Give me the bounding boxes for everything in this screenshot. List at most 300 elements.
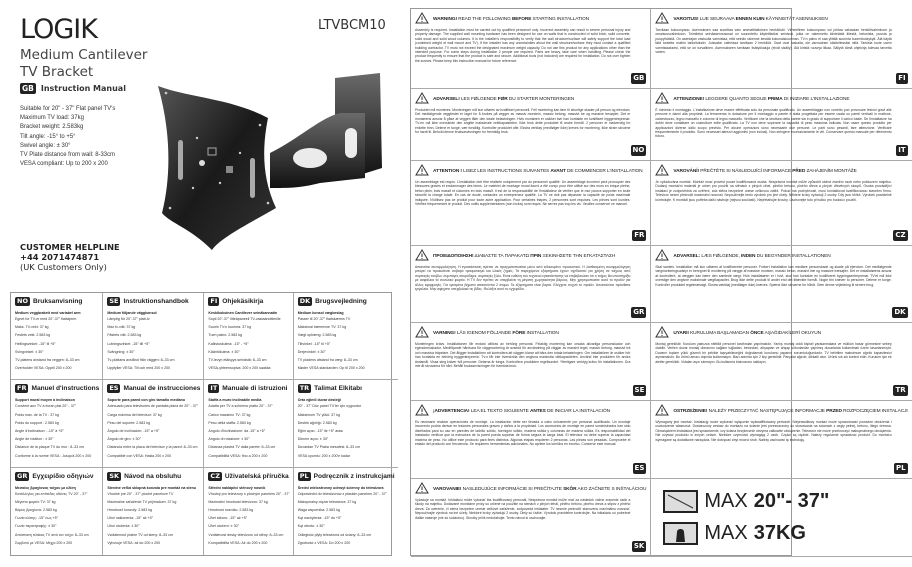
spec-line: Uppfyller VESA: Till och med 200 x 200 [107,366,171,371]
warning-title [433,169,643,174]
spec-line: Drejevinkel: ± 30° [297,349,326,354]
warning-title-part: INSTALLATION [525,330,559,336]
gb-heading [20,83,126,94]
spec-line: Tuen paino: 2.583 kg [208,333,243,338]
warning-triangle-icon [655,249,669,263]
warning-box-tr [651,323,911,401]
warning-title-part: ΠΡΙΝ [530,253,542,259]
language-badge: CZ [210,471,220,480]
spec-line: Svängning: ± 30° [107,349,135,354]
warning-title-part: PRZED [826,408,842,414]
warning-box-cz [651,161,911,246]
max-size-value: 20"- 37" [753,490,830,512]
warning-title-part: LEGGERE QUANTO SEGUE [704,96,768,102]
warning-title-part: DE COMMENCER L'INSTALLATION [565,168,643,174]
spec-line: Eğim açısı: -15° ile +5° arası [297,428,344,433]
warning-box-fi [651,9,911,89]
spec-line: TV-platens avstand fra veggen: 8–33 cm [15,358,80,363]
language-heading [298,384,395,393]
warning-title-part: VARNING! [433,330,456,336]
warning-title-part: LEA EL TEXTO SIGUIENTE [469,408,530,414]
warning-heading [655,326,907,340]
spec-line: Dönme açısı: ± 30° [297,437,329,442]
spec-line: Duvardan TV Plaka mesafesi: 8–33 cm [297,445,360,450]
language-box-no [11,293,103,380]
warning-title [673,17,827,22]
spec-line: Γωνία κλίσης: -15° έως +5° [15,516,59,521]
product-name: Support mural moyen à inclinaison [15,398,75,403]
language-heading [107,297,200,306]
warning-triangle-icon [415,326,429,340]
warning-triangle-icon [655,164,669,178]
warning-title [433,254,615,259]
language-heading [298,297,395,306]
spec-line: Lämplig för 20"-37" platt-tv [107,317,150,321]
language-title: Návod na obsluhu [124,472,182,480]
warning-title-part: LUE SEURAAVA [698,16,736,22]
spec-line: Sopii 20"-37" litteäpaneeli TV-vastaanottimille [208,317,281,321]
warning-title [433,331,559,336]
language-box-es [103,380,204,467]
spec-line: Egnet for TV-er med 20"-37" flatskjerm [15,317,77,321]
spec-line: Vhodné pre 20" - 37" ploché panelové TV [107,491,174,496]
product-name: Soporte para pared con giro tamaño mediano [107,398,186,403]
warning-heading [655,404,907,418]
spec-line: Kąt obrotu: ± 30° [297,524,325,529]
warning-text: Tarvitaan kokoonpano. Asennuksen saa suorittaa vain ammattitaitoinen henkilöstö. Virheellinen kokoonpano voi johtaa vakavaan henkilövahinkoon ja omaisuusvahinkoon. Toimitetut seinäasennusosat on suunniteltu käytettäviksi seinissä, jotka on rakennettu kiinteästä tiilestä, betonista, puusta ja puupylväistä. On asentajan vastuulla varmistaa, että seinän rakenne kestää kokonaiskuorman. TV:n paino ei saa ylittää suurinta kuormituskykyä. Älä käytä tätä tuotetta muihin tarkoituksiin. Joissakin vaiheissa tarvitaan 2 henkilöä. Osat ovat raskaita, ole varovainen käsitellessäsi niitä. Tarkista tuote usein varmistaaksesi, että se on turvallinen. Asennukseen tarvitaan lisätyökaluja (eivät sisälly). Älä kiristä ruuveja liikaa. Säilytä tämä ohjekirja tulevaa tarvetta varten. [655,28,892,55]
brand-logo: LOGIK [20,14,97,45]
language-badge: DK [894,308,906,316]
spec-line: Maksymalny ciężar telewizora: 37 kg [297,499,357,504]
warning-triangle-icon [415,92,429,106]
warning-heading [415,326,646,340]
spec-line: Poids max. de la TV : 37 kg [15,412,59,417]
spec-line: Kompatibilita VESA: Až do 200 x 200 [208,540,268,545]
spec-line: Conforme à la norme VESA : Jusqu'à 200 x 200 [15,453,92,458]
spec-line: Distancia entre la placa del televisor y la pared: 8–33 cm [107,445,198,450]
spec-line: TV-levyn etäisyys seinästä: 8–33 cm [208,358,267,363]
spec-line: Max tv-vikt: 37 kg [107,325,136,330]
warning-box-pl [651,401,911,479]
language-box-cz [204,468,293,555]
language-heading [15,384,99,393]
warning-box-se [411,323,651,401]
spec-line: Destek ağırlığı: 2.583 kg [297,420,337,425]
warning-box-no [411,89,651,161]
language-box-it [204,380,293,467]
spec-line: Poids du support : 2.583 kg [15,420,59,425]
helpline-label: CUSTOMER HELPLINE [20,242,120,252]
spec-line: Tiltvinkel: -15° til +5° [297,341,331,346]
bracket-image [150,58,390,258]
language-heading [107,384,200,393]
warning-title-part: READ THE FOLLOWING [456,16,512,22]
spec-line: Uhol naklonenia: -15° až +5° [107,516,154,521]
language-title: Ohjekäsikirja [222,298,264,305]
language-heading [208,384,289,393]
language-badge: GR [633,308,645,316]
spec-line: Maksimal bæreevne TV: 37 kg [297,325,347,330]
spec-line: Lutningsvinkel: -15° till +5° [107,341,150,346]
language-box-pl [294,468,398,555]
warning-triangle-icon [415,12,429,26]
warning-box-es [411,401,651,479]
spec-line: Carico massimo TV: 37 kg [208,412,251,417]
spec-line: Kääntökulma: ± 30° [208,349,240,354]
product-title [20,47,147,81]
spec-line: Møder VESA standarden: Op til 200 x 200 [297,366,365,371]
spec-line: Adecuado para televisores de pantalla plana de 20" - 37" [107,404,199,409]
language-box-sk [103,468,204,555]
spec-line: VESA compliant: Up to 200 x 200 [20,160,108,168]
warning-title-part: BEFORE [511,16,532,22]
language-title: Brugsvejledning [315,298,367,305]
gb-specs [20,104,115,168]
warning-heading [415,482,646,496]
language-badge: GB [633,74,645,82]
warning-title [673,409,907,414]
language-box-se [103,293,204,380]
language-title: Uživatelská příručka [224,472,289,480]
warning-title-part: DI INIZIARE L'INSTALLAZIONE [782,96,850,102]
warning-title-part: ÖNCE [750,330,764,336]
spec-line: Bracket weight: 2.583kg [20,123,84,131]
language-heading [107,472,200,481]
spec-line: Maksimum TV yükü: 37 kg [297,412,340,417]
spec-line: VESA uyumlu: 200 x 200'e kadar [297,453,351,458]
warning-title-part: ZAHÁJENÍM MONTÁŽE [805,168,857,174]
warning-triangle-icon [655,92,669,106]
language-badge: FR [634,231,645,239]
warning-title-part: AKO ZAČNETE S INŠTALÁCIOU [576,486,647,492]
warning-title [433,97,574,102]
max-weight-value: 37KG [753,522,806,544]
warning-title-part: PRIMA [767,96,783,102]
spec-line: Peso della staffa: 2.583 kg [208,420,251,425]
warning-triangle-icon [655,326,669,340]
spec-line: Angolo di rotazione: ± 30° [208,437,250,442]
warning-title-part: VAROVANIE! [433,486,462,492]
spec-line: Festets vekt: 2.583 kg [15,333,51,338]
spec-line: Compatibilità VESA: fino a 200 x 200 [208,453,268,458]
warning-text: Je vyžadována montáž. Montáž musí provést pouze kvalifikovaná osoba. Nesprávná montáž může způsobit vážná zranění osob nebo poškození majetku. Dodaný montážní materiál je určen pro použití na stěnách z plných cihel, plného betonu, plného dřeva a plných dřevěných sloupů. Osoba provádějící instalaci je zodpovědná za ověření, zda stěna bezpečně unese celkovou zátěž. Pokud má pochybnosti, musí kontaktovat kvalifikovanou stavební firmu. Televizor nesmí překročit maximální nosnost. Nepoužívejte tento výrobek pro jiné účely. Některé kroky vyžadují 2 osoby. Díly jsou těžké. Výrobek pravidelně kontrolujte. K montáži jsou potřeba další nástroje (nejsou součástí). Nepřetahujte šrouby. Uschovejte tuto příručku pro budoucí použití. [655,180,892,202]
product-name: Medium veggbrakett med variabel arm [15,311,81,315]
max-specs [651,479,911,557]
language-heading [208,297,289,306]
language-badge: SE [109,297,119,305]
spec-line: Maximum TV load: 37kg [20,114,84,122]
spec-line: Κατάλληλος για επίπεδες οθόνες TV 20" - 37" [15,491,88,496]
warning-text: È richiesto il montaggio. L'installazione deve essere effettuata solo da personale qualificato. Un assemblaggio non corretto può provocare lesioni gravi alle persone e danni alla proprietà. La ferramenta in dotazione per il montaggio a parete è stata progettata per essere usata su pareti verticali in mattone, calcestruzzo, legno massello e colonne di legno massello. Verificare che la struttura della parete sia in grado di supportare il carico totale. Se l'installatore ha dubbi deve contattare un costruttore edile qualificato. La TV non deve superare la capacità di peso massima indicata. Non usare questo prodotto per applicazioni diverse dallo scopo previsto. Per alcune operazioni sono necessarie due persone. Le parti sono pesanti, fare attenzione. Verificare frequentemente il prodotto. Sono necessari attrezzi aggiuntivi (non inclusi). Non stringere eccessivamente le viti. Conservare questo manuale per riferimento futuro. [655,108,892,139]
spec-line: Maks. TV-vekt: 37 kg [15,325,49,330]
warning-triangle-icon [415,249,429,263]
warning-triangle-icon [655,404,669,418]
spec-line: Angolo d'inclinazione: da -15° a +5° [208,428,266,433]
warning-title-part: ATTENTION ! [433,168,462,174]
spec-line: VESA-yhteensopiva: 200 x 200 saakka [208,366,271,371]
language-title: Manuale di istruzioni [222,385,288,393]
helpline-phone: +44 2071474871 [20,252,100,262]
language-badge: SK [633,542,645,550]
spec-line: Μέγιστο φορτίο TV: 37 kg [15,499,56,504]
warning-heading [415,404,646,418]
spec-line: Fästets vikt: 2.583 kg [107,333,142,338]
spec-line: Maximální hmotnost televizoru: 37 kg [208,499,268,504]
warning-triangle-icon [415,404,429,418]
warning-heading [415,249,646,263]
warning-title-part: FÖRE [512,330,526,336]
language-title: Εγχειρίδιο οδηγιών [32,472,94,480]
warning-title-part: ΞΕΚΙΝΗΣΕΤΕ ΤΗΝ ΕΓΚΑΤΑΣΤΑΣΗ [541,253,616,259]
language-specs-grid [10,292,395,556]
warning-title-part: NALEŻY PRZECZYTAĆ NASTĘPUJĄCE INFORMACJE [707,408,827,414]
warning-title-part: INDEN [740,253,756,259]
warning-title-part: OSTRZEŻENIE! [673,408,708,414]
spec-line: Hellingsvinkel: -15° til +5° [15,341,56,346]
language-title: Manuel d'instructions [31,385,100,393]
warning-heading [655,12,907,26]
spec-line: Svingvinkel: ± 30° [15,349,44,354]
language-badge: GR [17,471,28,480]
spec-line: TV Plate distance from wall: 8-33cm [20,151,115,159]
warning-title-part: AVANT [550,168,566,174]
warning-title-part: VAROVÁNÍ! [673,168,700,174]
warning-title [673,331,821,336]
spec-line: Carga máxima del televisor: 37 kg [107,412,162,417]
product-name: Μεσαίος βραχίονας τοίχου με κλίση [15,485,76,490]
spec-line: Kallistuskulma: -15° - +5° [208,341,249,346]
spec-line: Vægt ophæng: 2.583 kg [297,333,337,338]
warning-title-part: DU STARTER MONTERINGEN [507,96,575,102]
warning-triangle-icon [655,12,669,26]
weight-icon [663,522,698,545]
warning-heading [655,164,907,178]
warning-title-part: KÄYNNISTÄT ASENNUKSEN [764,16,828,22]
max-weight [663,522,907,545]
warning-heading [415,164,646,178]
product-name: Medium följande väggkonsol [107,311,157,315]
spec-line: Peso del soporte: 2.583 kg [107,420,151,425]
warning-title-part: ADVARSEL! [433,96,460,102]
spec-line: Γωνία περιστροφής: ± 30° [15,524,57,529]
language-heading [208,472,289,481]
max-weight-label: MAX [704,522,748,544]
language-title: Podręcznik z instrukcjami [313,472,395,480]
warning-title-part: LISEZ LES INSTRUCTIONS SUIVANTES [461,168,551,174]
language-badge: FI [898,74,906,82]
spec-line: Vzdialenosť platne TV od steny: 8–33 cm [107,532,173,537]
warning-title-part: ΠΡΟΕΙΔΟΠΟΙΗΣΗ! [433,253,474,259]
model-number: LTVBCM10 [318,18,386,33]
spec-line: Ángulo de giro: ± 30° [107,437,141,442]
warning-title-part: WARNING! [433,16,457,22]
manual-heading: Instruction Manual [40,84,126,93]
language-heading [15,297,99,306]
warning-triangle-icon [415,164,429,178]
warning-title-part: PŘED [792,168,806,174]
language-badge: TR [895,386,906,394]
warning-title [673,169,856,174]
spec-line: Tilt angle: -15° to +5° [20,132,76,140]
language-badge: SE [634,386,645,394]
product-name: Stredne veľká sklopná konzola pre montáž na stenu [107,485,196,490]
spec-line: Compatible con VESA: Hasta 200 x 200 [107,453,172,458]
language-badge: IT [210,384,218,393]
language-box-tr [294,380,398,467]
language-badge: SK [109,471,120,480]
warning-heading [415,12,646,26]
language-badge: CZ [895,231,906,239]
language-box-fi [204,293,293,380]
warning-box-it [651,89,911,161]
warning-title-part: ENNEN KUIN [735,16,765,22]
warning-box-gr [411,246,651,323]
product-name: Orta eğimli duvar desteği [297,398,341,403]
warning-title-part: ANTES [529,408,546,414]
warning-triangle-icon [415,482,429,496]
language-box-gr [11,468,103,555]
warning-text: Es necesario realizar operaciones de montaje. La instalación debe ser llevada a cabo únicamente por personal cualificado. Un montaje incorrecto podría derivar en lesiones personales graves y daños a la propiedad. Los accesorios de montaje en pared suministrados han sido diseñados para su uso en paredes de ladrillo sólido, hormigón sólido, madera sólida y columnas de madera sólida. Es responsabilidad del instalador verificar que la estructura de la pared pueda soportar de forma segura la carga total. El televisor no debe superar la capacidad máxima de peso. No utilice este producto para fines distintos. Algunas etapas requieren 2 personas. Las piezas son pesadas. Compruebe el estado del producto con frecuencia. Se requieren herramientas adicionales. No apriete los tornillos en exceso. Conserve este manual. [415,420,631,447]
spec-line: Swivel angle: ± 30° [20,141,71,149]
warning-text: Απαιτείται συναρμολόγηση. Η εγκατάσταση πρέπει να πραγματοποιείται μόνο από ειδικευμένο προσωπικό. Η λανθασμένη συναρμολόγηση μπορεί να προκαλέσει σοβαρό τραυματισμό και υλικές ζημιές. Τα παρεχόμενα εξαρτήματα έχουν σχεδιαστεί για χρήση σε τοίχους από συμπαγές τούβλο, συμπαγές σκυρόδεμα, συμπαγές ξύλο. Είναι ευθύνη του τεχνικού εγκατάστασης να επιβεβαιώσει ότι ο τοίχος θα υποστηρίξει με ασφάλεια το συνολικό φορτίο. Η TV δεν πρέπει να υπερβαίνει τη μέγιστη χωρητικότητα βάρους. Μην χρησιμοποιείτε αυτό το προϊόν για άλλες εφαρμογές. Για ορισμένα βήματα απαιτούνται 2 άτομα. Τα εξαρτήματα είναι βαριά. Ελέγχετε συχνά το προϊόν. Απαιτούνται πρόσθετα εργαλεία. Μην σφίγγετε υπερβολικά τις βίδες. Φυλάξτε αυτό το εγχειρίδιο. [415,265,631,292]
language-heading [298,472,395,481]
language-badge: NO [17,297,28,305]
spec-line: Vyhovuje VESA: až do 200 x 200 [107,540,161,545]
spec-line: Angle de rotation : ± 30° [15,437,54,442]
spec-line: Hmotnost nosníku: 2.583 kg [208,508,254,513]
warning-text: Un assemblage est requis. L'installation doit être réalisée uniquement par du personnel qualifié. Un assemblage incorrect peut provoquer des blessures graves et endommager des biens. Le matériel de montage mural fourni a été conçu pour être utilisé sur des murs en brique pleine, béton plein, bois massif et colonnes en bois massif. Il est de la responsabilité de l'installateur de vérifier que le mur pourra supporter en toute sécurité la charge totale. En cas de doute, contactez un entrepreneur qualifié. La TV ne doit pas dépasser la capacité de poids maximale indiquée. N'utilisez pas ce produit pour toute autre application. Pour certaines étapes, 2 personnes sont requises. Les pièces sont lourdes. Vérifiez fréquemment le produit. Des outils supplémentaires (non inclus) sont requis. Ne serrez pas trop les vis. Veuillez conserver ce manuel. [415,180,631,207]
title-line: TV Bracket [20,64,94,80]
product-name: Średni wielostronny uchwyt ścienny do telewizora [297,485,384,490]
warning-text: Wymagany jest montaż. Instalację może wykonać wyłącznie wykwalifikowany personel. Nieprawidłowy montaż może spowodować poważne obrażenia i uszkodzenie własności. Dostarczony zestaw do montażu na ścianie jest przeznaczony do stosowania na ścianach z cegły pełnej, betonu, litego drewna. Obowiązkiem instalatora jest sprawdzenie, czy ściana bezpiecznie utrzyma całkowite obciążenie. Telewizor nie może przekroczyć maksymalnego obciążenia. Nie używać produktu w innych celach. Niektóre czynności wymagają 2 osób. Części są ciężkie. Należy regularnie sprawdzać produkt. Do montażu wymagane są dodatkowe narzędzia. Nie dokręcać zbyt mocno śrub. Należy zachować tę instrukcję. [655,420,892,442]
max-size [663,490,907,513]
warning-heading [655,249,907,263]
language-box-fr [11,380,103,467]
warning-title-part: ADVARSEL: [673,253,701,259]
language-badge: NO [632,146,645,154]
spec-line: Úhel otočení: ± 30° [208,524,240,529]
spec-line: Kąt nachylenia: -15° do +5° [297,516,342,521]
warning-title-part: AŞAĞIDAKİLERİ OKUYUN [763,330,822,336]
language-badge: FR [17,384,27,393]
product-name: Střední naklápěcí stěnový nosník [208,485,266,490]
warning-title-part: KURULUMA BAŞLAMADAN [688,330,751,336]
language-title: Manual de instrucciones [123,385,201,393]
spec-line: Odpowiedni do telewizorów z płaskim panelem 20" - 37" [297,491,387,496]
language-badge: IT [898,146,906,154]
spec-line: Distanza piastra TV dalla parete: 8–33 cm [208,445,276,450]
warning-title [433,409,610,414]
warning-text: Skal samles. Installation må kun udføres af kvalificerede personer. Forkert installation kan medføre personskade og skade på ejendom. Det medfølgende vægmonteringsudstyr er beregnet til montering på vægge af massive mursten, massiv beton, massivt træ og massive træsøjler. Det er installatørens ansvar at kontrollere, at væggen kan bære den samlede vægt. Hvis installatøren er i tvivl, skal han kontakte en kvalificeret bygningsentreprenør. TV'et må ikke overstige den angivne maksimale vægtkapacitet. Brug ikke dette produkt til andet end det tiltænkte formål. Nogle trin kræver to personer. Delene er tunge. Kontroller produktet regelmæssigt. Ekstra værktøj (medfølger ikke) kræves. Spænd ikke skruerne for hårdt. Gem denne vejledning til senere brug. [655,265,892,287]
warning-title-part: PŘEČTĚTE SI NÁSLEDUJÍCÍ INFORMACE [699,168,793,174]
spec-line: Suitable for 20" - 37" Flat panel TV's [20,105,116,112]
warning-title [433,487,646,492]
spec-line: Βάρος βραχίονα: 2.583 kg [15,508,57,513]
spec-line: TV pladens afstand fra væg: 8–33 cm [297,358,358,363]
max-size-label: MAX [704,490,748,512]
warning-title-part: ΔΙΑΒΑΣΤΕ ΤΑ ΠΑΡΑΚΑΤΩ [473,253,531,259]
spec-line: Vzdálenost desky televizoru od stěny: 8–33 cm [208,532,284,537]
language-heading [15,472,99,481]
warning-heading [415,92,646,106]
language-badge: DK [299,297,311,305]
warning-title-part: ATTENZIONE! [673,96,705,102]
language-badge: PL [896,464,906,472]
warning-title-part: ¡ADVERTENCIA! [433,408,470,414]
language-badge: FI [210,297,218,305]
warning-text: Vyžaduje sa montáž. Inštaláciu môže vykonať iba kvalifikovaný personál. Nesprávna montáž môže mať za následok vážne zranenie osôb a škody na majetku. Dodávané montážne prvky sú určené na použitie na stenách z plných tehál, plného betónu, plného dreva a stĺpov z plného dreva. Za overenie, či stena bezpečne unesie celkové zaťaženie, zodpovedá inštalatér. TV nesmie prekročiť stanovenú maximálnu nosnosť. Nepoužívajte výrobok na iné účely. Niektoré kroky vyžadujú 2 osoby. Diely sú ťažké. Výrobok pravidelne kontrolujte. Na inštaláciu sú potrebné ďalšie nástroje (nie sú súčasťou). Skrutky príliš nedoťahujte. Tento návod si uschovajte. [415,498,631,520]
warning-title [673,97,849,102]
spec-line: Tv-plattans avstånd från väggen: 8–33 cm [107,358,175,363]
warnings-grid [410,8,908,556]
warning-title-part: DU BEGYNDER INSTALLATIONEN [755,253,831,259]
warning-box-fr [411,161,651,246]
spec-line: Απόσταση πλάκας TV από τον τοίχο: 8–33 cm [15,532,89,537]
product-name: Staffa a muro inclinabile media [208,398,262,403]
warning-title-part: STARTING INSTALLATION [531,16,590,22]
spec-line: Ángulo de inclinación: -15° a +5° [107,428,160,433]
spec-line: Waga wspornika: 2.583 kg [297,508,340,513]
warning-title-part: NASLEDUJÚCE INFORMÁCIE SI PREČÍTAJTE [461,486,564,492]
spec-line: Vhodný pro televizory s plochým panelem 20" - 37" [208,491,290,496]
warning-title-part: UYARI! [673,330,689,336]
product-name: Medium konsol vægbeslag [297,311,344,315]
warning-box-dk [651,246,911,323]
spec-line: Suurin TV:n kuorma: 37 kg [208,325,251,330]
warning-title-part: FØR [497,96,508,102]
language-title: Bruksanvisning [32,298,83,305]
warning-text: Assembly is required. Installation must be carried out by qualified personnel only. Incorrect assembly can result in severe personal injury and property damage. The supplied wall mounting hardware has been designed for use on walls that is constructed of solid brick, solid concrete, solid wood and solid wood columns. It is the installer's responsibility to verify that the wall structure/surface will safely support the total load (combined weight of wall mount and TV). If the installer has any uncertainties about the wall structure/surface they must contact a qualified building contractor. TV must not exceed the designated maximum weight capacity. Do not use this product for any applications other than the intended purpose. For some steps during installation 2 people are required. Parts are heavy, take care when handling. Please check the product frequently to ensure that the product is safe and secure. Additional tools (not included) are required for installation. Do not over tighten the screws. Please keep this instruction manual for future reference. [415,28,631,63]
warning-box-sk [411,479,651,557]
spec-line: 20" - 37" Düz panel TV'ler için uygundur [297,404,362,409]
spec-line: Distance de la plaque TV du mur : 8–33 cm [15,445,85,450]
spec-line: Συμβατό με VESA: Μέχρι 200 x 200 [15,540,73,545]
language-badge: PL [299,471,309,480]
spec-line: Odległość płyty telewizora od ściany: 8–33 cm [297,532,372,537]
spec-line: Convient aux TV à écran plat 20" - 37" [15,404,77,409]
warning-title-part: DE INICIAR LA INSTALACIÓN [545,408,610,414]
spec-line: Overholder VESA: Opptil 200 x 200 [15,366,72,371]
warning-title [433,17,589,22]
language-badge: ES [109,384,119,393]
customer-helpline [20,242,120,272]
spec-line: Hmotnosť konzoly: 2.583 kg [107,508,153,513]
spec-line: Uhol otočenia: ± 30° [107,524,140,529]
language-box-dk [294,293,398,380]
language-badge: GB [22,84,34,93]
warning-text: Produktet må monteres. Monteringen må kun utføres av kvalifisert personell. Feil montering kan føre til alvorlige skader på person og eiendom. Det medfølgende veggfestet er laget for å brukes på vegger av massiv murstein, massiv betong, massivt tre og massive tresøyler. Det er montørens ansvar å påse at veggen tåler den totale belastningen. Hvis montøren er usikker bør han kontakte en kvalifisert byggentreprenør. TV-en må ikke overskride den angitte maksimale vektkapasiteten. Ikke bruk dette produktet til andre formål. 2 personer er nødvendig for enkelte trinn. Delene er tunge, vær forsiktig. Kontroller produktet ofte. Ekstra verktøy (medfølger ikke) kreves for montering. Ikke stram skruene for hardt til. Behold denne bruksanvisningen for fremtidig bruk. [415,108,631,135]
spec-line: Adatta per TV a schermo piatto 20" - 37" [208,404,273,409]
helpline-note: (UK Customers Only) [20,262,107,272]
warning-title-part: LÆS FØLGENDE, [700,253,741,259]
spec-line: Zgodność z VESA: Do 200 x 200 [297,540,351,545]
spec-line: Maximálne zaťaženie TV prijímačom: 37 kg [107,499,177,504]
warning-title-part: VAROITUS! [673,16,699,22]
warning-text: Monteringen krävs. Installationen får endast utföras av behörig personal. Felaktig montering kan orsaka allvarliga personskador och egendomsskador. Medföljande hårdvara för väggmontering är avsedd för användning på väggar av massivt tegel, massiv betong, massivt trä och massiva träpelare. Det åligger installatören att kontrollera att väggen klarar att bära den totala belastningen. Om installatören är osäker bör han kontakta en behörig byggentreprenör. Tv:n får inte överskrida den angivna maximala viktkapaciteten. Använd inte produkten för andra ändamål. Vissa steg kräver två personer. Delarna är tunga. Kontrollera produkten regelbundet. Ytterligare verktyg krävs för installationen. Dra inte åt skruvarna för hårt. Behåll bruksanvisningen för framtida bruk. [415,342,631,369]
warning-box-gb [411,9,651,89]
language-badge: TR [299,384,310,393]
spec-line: Úhel sklonu: -15° až +5° [208,516,248,521]
warning-title-part: LÄS IGENOM FÖLJANDE [455,330,513,336]
title-line: Medium Cantilever [20,47,148,63]
warning-title-part: SKÔR [563,486,577,492]
screen-diagonal-icon [663,490,698,513]
spec-line: Angle d'inclinaison : -15° à +5° [15,428,64,433]
warning-heading [655,92,907,106]
warning-title-part: ROZPOCZĘCIEM INSTALACJI [841,408,908,414]
spec-line: Passer til 20"-37" fladskærms TV [297,317,351,321]
language-badge: ES [634,464,645,472]
